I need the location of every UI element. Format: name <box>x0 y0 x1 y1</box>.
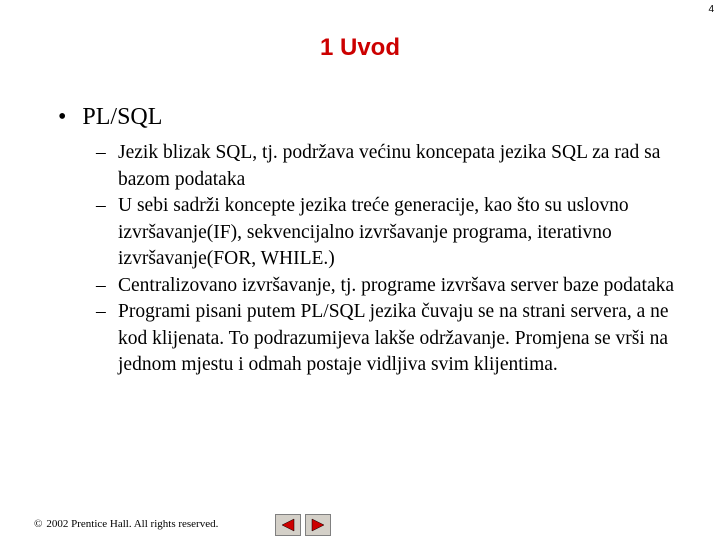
bullet-marker: • <box>58 104 67 130</box>
dash-marker: – <box>96 195 106 216</box>
dash-marker: – <box>96 142 106 163</box>
copyright-icon: © <box>34 518 43 530</box>
slide-navigation <box>275 514 331 536</box>
sub-bullet-item <box>96 299 676 379</box>
sub-bullet-text: U sebi sadrži koncepte jezika treće generacije, kao što su uslovno izvršavanje(IF), sekvencijalno izvršavanje programa, iterativno izvršavanje(FOR, WHILE.) <box>118 195 629 269</box>
main-bullet <box>58 104 162 131</box>
sub-bullet-item <box>96 140 676 193</box>
sub-bullet-list <box>96 140 676 379</box>
sub-bullet-item <box>96 273 676 300</box>
left-triangle-icon <box>280 518 296 532</box>
sub-bullet-text: Centralizovano izvršavanje, tj. programe izvršava server baze podataka <box>118 274 675 296</box>
dash-marker: – <box>96 274 106 296</box>
next-slide-button[interactable] <box>305 514 331 536</box>
previous-slide-button[interactable] <box>275 514 301 536</box>
dash-marker: – <box>96 301 106 322</box>
sub-bullet-item <box>96 193 676 273</box>
footer <box>34 518 218 530</box>
right-triangle-icon <box>310 518 326 532</box>
sub-bullet-text: Programi pisani putem PL/SQL jezika čuvaju se na strani servera, a ne kod klijenata. To podrazumijeva lakše održavanje. Promjena se vrši na jednom mjestu i odmah postaje vidljiva svim klijentima. <box>118 301 669 375</box>
footer-text: 2002 Prentice Hall. All rights reserved. <box>46 518 219 530</box>
sub-bullet-text: Jezik blizak SQL, tj. podržava većinu koncepata jezika SQL za rad sa bazom podataka <box>118 142 661 190</box>
slide-title: 1 Uvod <box>319 34 400 61</box>
bullet-text: PL/SQL <box>82 104 163 130</box>
page-number: 4 <box>708 4 714 15</box>
